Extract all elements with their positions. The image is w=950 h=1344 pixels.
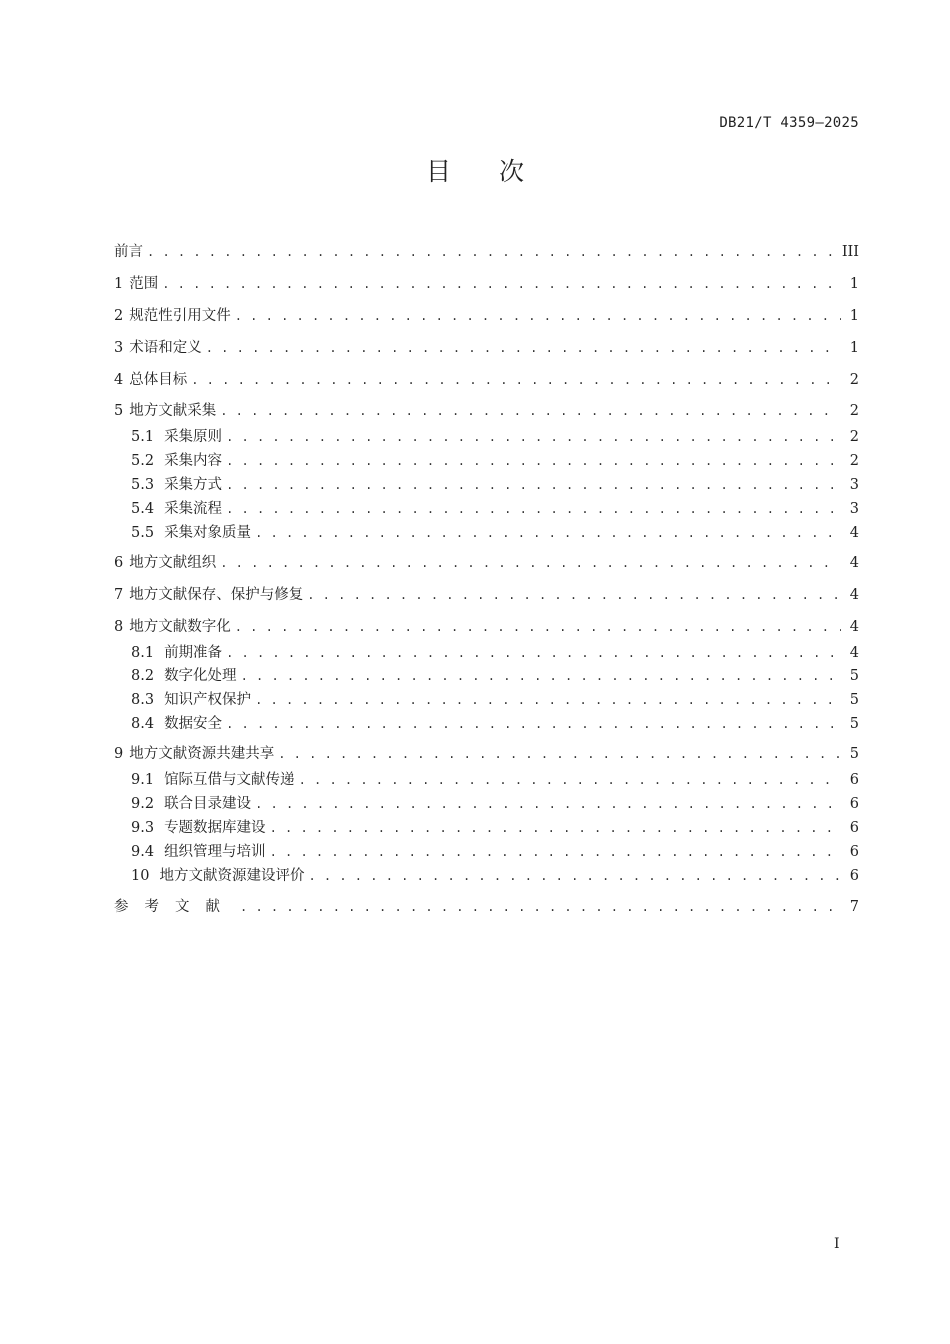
toc-leader-dots — [308, 866, 841, 886]
toc-entry-page: III — [841, 244, 859, 260]
toc-entry-label: 1 范围 — [114, 276, 159, 292]
toc-leader-dots — [299, 770, 841, 790]
toc-entry-label: 9.2 联合目录建设 — [131, 796, 252, 812]
toc-entry-label: 6 地方文献组织 — [114, 555, 217, 571]
toc-leader-dots — [235, 306, 841, 326]
toc-entry-page: 6 — [849, 820, 859, 836]
toc-entry-page: 5 — [849, 668, 859, 684]
toc-subentry[interactable] — [131, 714, 859, 734]
toc-entry-label: 8.2 数字化处理 — [131, 668, 237, 684]
toc-entry-page: 3 — [849, 501, 859, 517]
toc-leader-dots — [226, 427, 841, 447]
toc-entry-page: 5 — [849, 692, 859, 708]
toc-subentry[interactable] — [131, 770, 859, 790]
toc-entry-page: 4 — [849, 619, 859, 635]
toc-entry[interactable] — [114, 401, 859, 421]
toc-entry-page: 1 — [849, 308, 859, 324]
toc-entry-page: 5 — [849, 746, 859, 762]
toc-leader-dots — [255, 794, 841, 814]
toc-entry[interactable] — [114, 585, 859, 605]
toc-leader-dots — [191, 370, 841, 390]
toc-entry-label: 9.3 专题数据库建设 — [131, 820, 266, 836]
toc-entry-label: 5.5 采集对象质量 — [131, 525, 252, 541]
toc-entry-page: 6 — [849, 868, 859, 884]
toc-leader-dots — [307, 585, 841, 605]
toc-entry-label: 5.1 采集原则 — [131, 429, 223, 445]
toc-entry-label: 8.4 数据安全 — [131, 716, 223, 732]
toc-leader-dots — [226, 451, 841, 471]
toc-subentry[interactable] — [131, 690, 859, 710]
toc-leader-dots — [220, 553, 841, 573]
toc-leader-dots — [147, 242, 834, 262]
toc-entry-label: 9 地方文献资源共建共享 — [114, 746, 275, 762]
toc-entry-label: 5 地方文献采集 — [114, 403, 217, 419]
toc-leader-dots — [270, 842, 841, 862]
toc-entry-page: 1 — [849, 340, 859, 356]
toc-entry-page: 4 — [849, 555, 859, 571]
toc-leader-dots — [241, 666, 841, 686]
toc-entry-page: 5 — [849, 716, 859, 732]
toc-entry-label: 8.1 前期准备 — [131, 645, 223, 661]
toc-entry-page: 2 — [849, 453, 859, 469]
toc-entry-label: 9.1 馆际互借与文献传递 — [131, 772, 295, 788]
toc-entry[interactable] — [114, 553, 859, 573]
toc-entry-page: 3 — [849, 477, 859, 493]
toc-entry-label: 5.2 采集内容 — [131, 453, 223, 469]
toc-leader-dots — [255, 690, 841, 710]
toc-entry[interactable] — [114, 744, 859, 764]
toc-entry-page: 6 — [849, 772, 859, 788]
toc-leader-dots — [226, 643, 841, 663]
toc-subentry[interactable] — [131, 523, 859, 543]
toc-entry[interactable] — [114, 306, 859, 326]
toc-leader-dots — [162, 274, 841, 294]
toc-entry-label: 8.3 知识产权保护 — [131, 692, 252, 708]
toc-leader-dots — [240, 897, 841, 917]
toc-entry-foreword[interactable] — [114, 242, 859, 262]
toc-entry-page: 1 — [849, 276, 859, 292]
toc-subentry[interactable] — [131, 475, 859, 495]
toc-leader-dots — [255, 523, 841, 543]
toc-subentry[interactable] — [131, 666, 859, 686]
toc-entry-label: 3 术语和定义 — [114, 340, 202, 356]
toc-leader-dots — [278, 744, 841, 764]
toc-leader-dots — [270, 818, 841, 838]
toc-entry-label: 前言 — [114, 244, 143, 260]
toc-entry[interactable] — [114, 370, 859, 390]
toc-entry[interactable] — [114, 617, 859, 637]
toc-leader-dots — [206, 338, 841, 358]
page-number: I — [834, 1236, 840, 1252]
toc-entry-label: 2 规范性引用文件 — [114, 308, 231, 324]
toc-subentry[interactable] — [131, 499, 859, 519]
standard-code: DB21/T 4359—2025 — [719, 115, 859, 131]
toc-entry-label: 9.4 组织管理与培训 — [131, 844, 266, 860]
toc-entry-label: 5.3 采集方式 — [131, 477, 223, 493]
toc-entry[interactable] — [114, 274, 859, 294]
toc-entry-label: 8 地方文献数字化 — [114, 619, 231, 635]
page-title: 目次 — [425, 157, 572, 186]
toc-leader-dots — [226, 475, 841, 495]
toc-subentry[interactable] — [131, 451, 859, 471]
toc-entry-page: 7 — [849, 899, 859, 915]
toc-entry-page: 6 — [849, 844, 859, 860]
toc-entry-references[interactable] — [114, 897, 859, 917]
toc-leader-dots — [220, 401, 841, 421]
toc-leader-dots — [226, 714, 841, 734]
toc-subentry[interactable] — [131, 643, 859, 663]
toc-entry-label: 5.4 采集流程 — [131, 501, 223, 517]
toc-entry-label: 10 地方文献资源建设评价 — [131, 868, 305, 884]
toc-entry-page: 6 — [849, 796, 859, 812]
toc-subentry[interactable] — [131, 866, 859, 886]
toc-entry[interactable] — [114, 338, 859, 358]
toc-subentry[interactable] — [131, 794, 859, 814]
toc-entry-page: 4 — [849, 645, 859, 661]
toc-subentry[interactable] — [131, 818, 859, 838]
toc-leader-dots — [226, 499, 841, 519]
toc-leader-dots — [235, 617, 841, 637]
toc-entry-page: 4 — [849, 525, 859, 541]
toc-entry-label: 7 地方文献保存、保护与修复 — [114, 587, 304, 603]
toc-entry-page: 4 — [849, 587, 859, 603]
toc-entry-page: 2 — [849, 372, 859, 388]
toc-subentry[interactable] — [131, 842, 859, 862]
toc-entry-page: 2 — [849, 403, 859, 419]
toc-entry-page: 2 — [849, 429, 859, 445]
toc-entry-label: 4 总体目标 — [114, 372, 188, 388]
toc-entry-label: 参考文献 — [114, 899, 236, 915]
toc-subentry[interactable] — [131, 427, 859, 447]
